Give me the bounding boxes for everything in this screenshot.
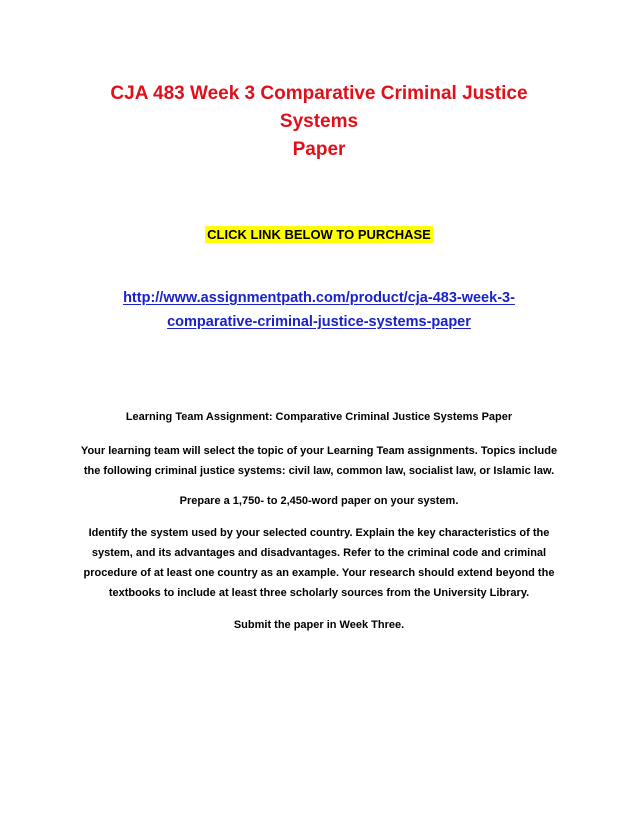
identify-line-2: system, and its advantages and disadvantages. Refer to the criminal code and criminal [91,547,547,559]
assignment-description [60,407,578,643]
topic-line-1: Your learning team will select the topic of your Learning Team assignments. Topics include [80,445,558,457]
document-title [70,80,568,164]
identify-paragraph [60,523,578,603]
identify-line-4: textbooks to include at least three scholarly sources from the University Library. [108,587,530,599]
prepare-text: Prepare a 1,750- to 2,450-word paper on your system. [179,495,459,507]
cta-highlighted-text: CLICK LINK BELOW TO PURCHASE [207,227,431,242]
prepare-paragraph [60,491,578,511]
purchase-link-block [90,286,548,334]
submit-paragraph [60,615,578,635]
purchase-link[interactable] [90,286,548,334]
title-line-2: Paper [292,139,346,160]
submit-text: Submit the paper in Week Three. [233,619,405,631]
identify-line-1: Identify the system used by your selected country. Explain the key characteristics of the [88,527,550,539]
identify-line-3: procedure of at least one country as an example. Your research should extend beyond the [83,567,555,579]
assignment-heading-text: Learning Team Assignment: Comparative Criminal Justice Systems Paper [125,411,513,423]
link-line-2: comparative-criminal-justice-systems-paper [167,314,471,330]
topic-line-2: the following criminal justice systems: civil law, common law, socialist law, or Islamic law. [83,465,555,477]
purchase-call-to-action [0,226,638,244]
link-line-1: http://www.assignmentpath.com/product/cja-483-week-3- [123,290,515,306]
title-line-1: CJA 483 Week 3 Comparative Criminal Justice Systems [110,83,528,132]
assignment-heading [60,407,578,427]
topic-paragraph [60,441,578,481]
